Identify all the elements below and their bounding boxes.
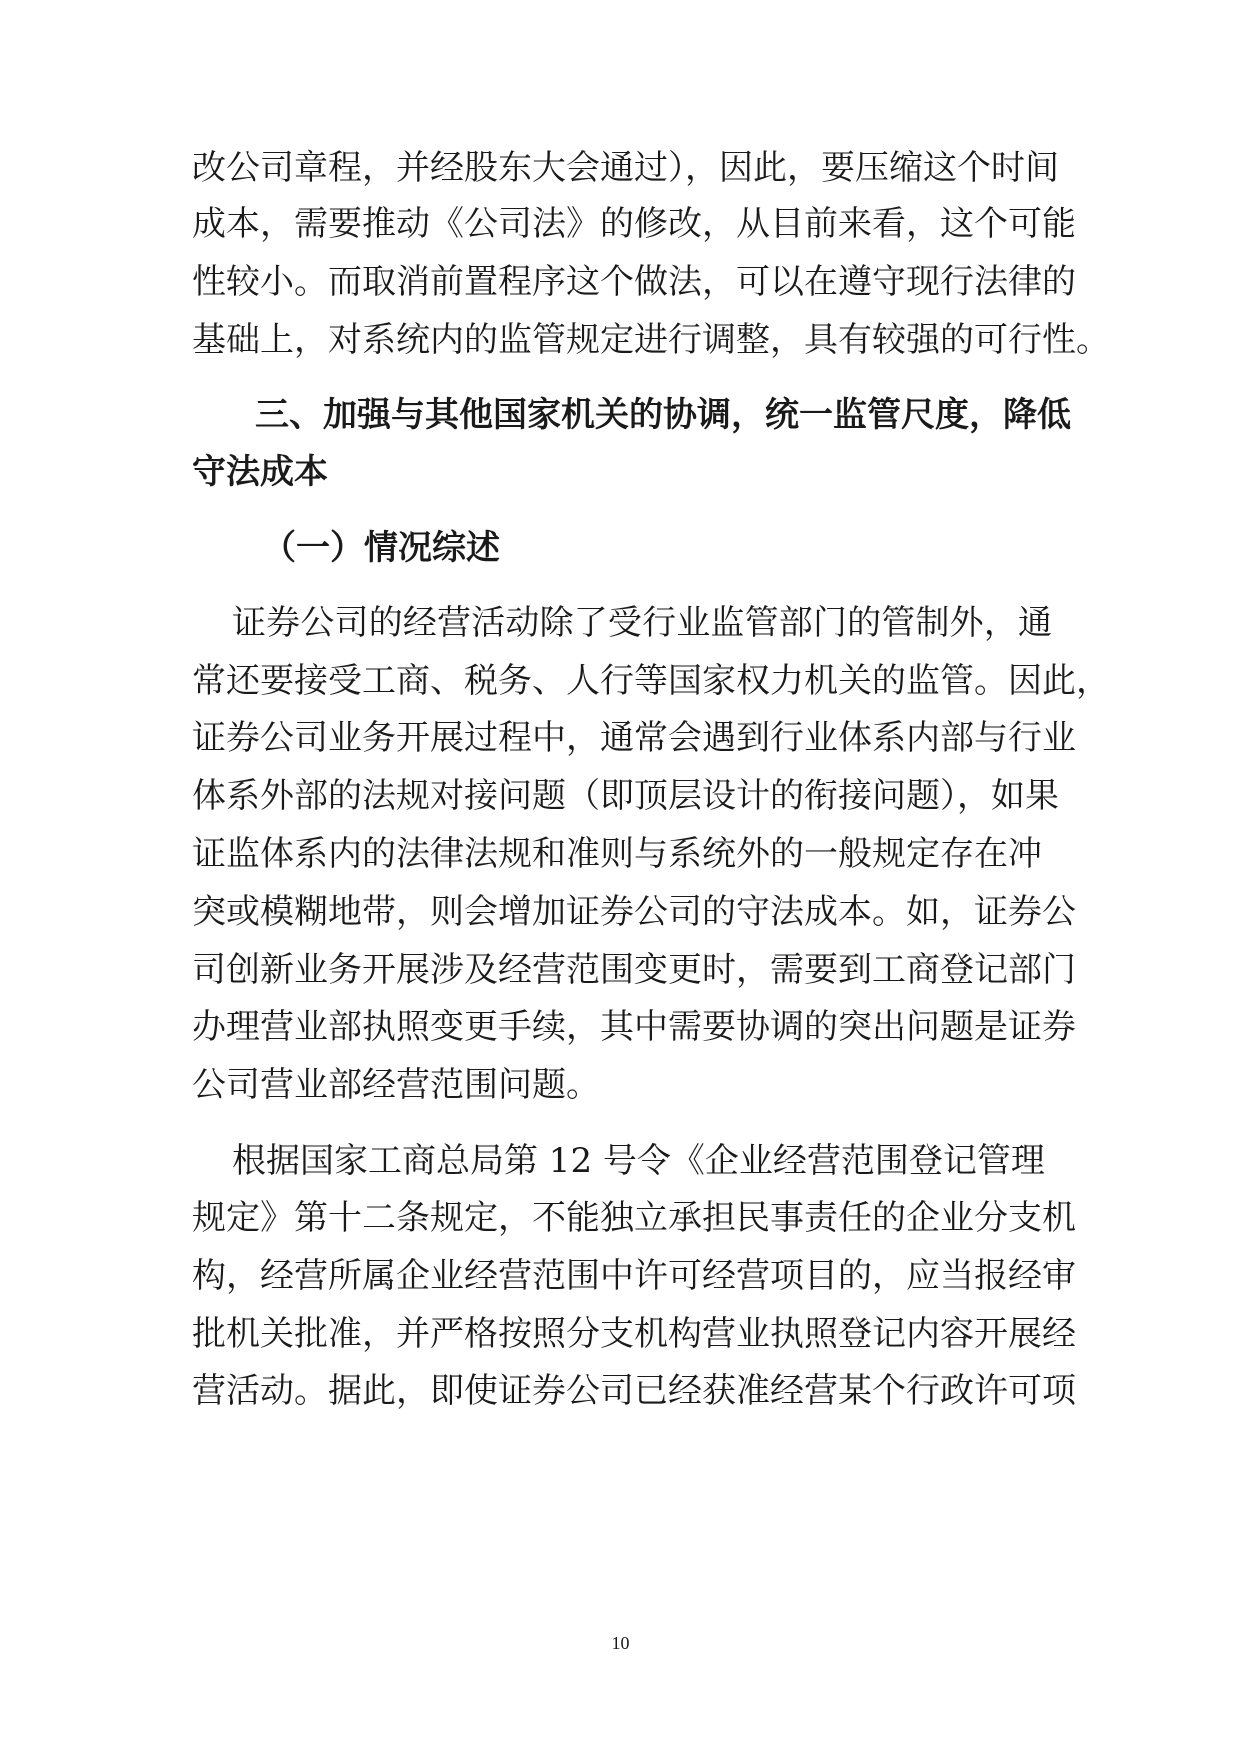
page-number: 10 <box>611 1633 630 1653</box>
paragraph-2-line: 突或模糊地带，则会增加证券公司的守法成本。如，证券公 <box>192 892 1076 932</box>
paragraph-1-line: 性较小。而取消前置程序这个做法，可以在遵守现行法律的 <box>192 262 1076 302</box>
subsection-heading: （一）情况综述 <box>262 528 500 568</box>
paragraph-2-line: 证券公司业务开展过程中，通常会遇到行业体系内部与行业 <box>192 718 1076 758</box>
paragraph-1-line: 基础上，对系统内的监管规定进行调整，具有较强的可行性。 <box>192 320 1110 360</box>
paragraph-2-line: 常还要接受工商、税务、人行等国家权力机关的监管。因此， <box>192 661 1110 701</box>
paragraph-2-line: 公司营业部经营范围问题。 <box>192 1065 600 1105</box>
paragraph-3-line: 规定》第十二条规定，不能独立承担民事责任的企业分支机 <box>192 1198 1076 1238</box>
section-heading-line: 守法成本 <box>192 452 328 492</box>
paragraph-3-line: 营活动。据此，即使证券公司已经获准经营某个行政许可项 <box>192 1371 1076 1411</box>
paragraph-2-line: 体系外部的法规对接问题（即顶层设计的衔接问题），如果 <box>192 776 1059 816</box>
paragraph-2-line: 办理营业部执照变更手续，其中需要协调的突出问题是证券 <box>192 1007 1076 1047</box>
section-heading-line: 三、加强与其他国家机关的协调，统一监管尺度，降低 <box>255 395 1071 435</box>
paragraph-2-line: 证监体系内的法律法规和准则与系统外的一般规定存在冲 <box>192 834 1042 874</box>
paragraph-3-line: 批机关批准，并严格按照分支机构营业执照登记内容开展经 <box>192 1314 1076 1354</box>
paragraph-3-line: 构，经营所属企业经营范围中许可经营项目的，应当报经审 <box>192 1256 1076 1296</box>
paragraph-1-line: 改公司章程，并经股东大会通过），因此，要压缩这个时间 <box>192 148 1059 188</box>
paragraph-1-line: 成本，需要推动《公司法》的修改，从目前来看，这个可能 <box>192 204 1076 244</box>
paragraph-2-line: 证券公司的经营活动除了受行业监管部门的管制外，通 <box>232 603 1052 643</box>
paragraph-3-line: 根据国家工商总局第 12 号令《企业经营范围登记管理 <box>232 1141 1045 1181</box>
paragraph-2-line: 司创新业务开展涉及经营范围变更时，需要到工商登记部门 <box>192 950 1076 990</box>
